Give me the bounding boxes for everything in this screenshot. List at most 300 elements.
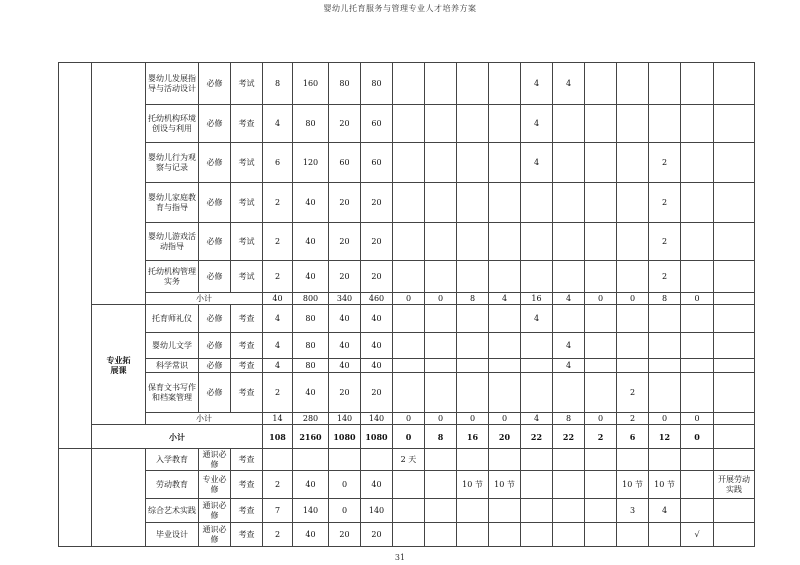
semester-hours: 4	[553, 359, 585, 373]
semester-hours	[393, 333, 425, 359]
semester-hours	[681, 63, 714, 105]
theory-hours: 20	[329, 373, 361, 413]
semester-hours	[617, 449, 649, 471]
practice-hours: 40	[361, 333, 393, 359]
semester-hours	[681, 373, 714, 413]
category-cell	[59, 63, 92, 449]
semester-hours	[457, 499, 489, 523]
semester-hours	[585, 143, 617, 183]
total-hours: 140	[293, 499, 329, 523]
semester-hours	[553, 261, 585, 293]
theory-hours: 20	[329, 183, 361, 223]
practice-hours: 40	[361, 471, 393, 499]
subtotal-value: 22	[521, 425, 553, 449]
course-type: 必修	[199, 373, 231, 413]
course-name: 婴幼儿家庭教育与指导	[146, 183, 199, 223]
semester-hours	[393, 523, 425, 547]
total-hours: 40	[293, 373, 329, 413]
course-type: 必修	[199, 105, 231, 143]
semester-hours	[425, 223, 457, 261]
remark	[714, 143, 755, 183]
theory-hours: 20	[329, 105, 361, 143]
semester-hours: √	[681, 523, 714, 547]
subtotal-value: 0	[393, 413, 425, 425]
total-hours: 40	[293, 183, 329, 223]
semester-hours	[425, 373, 457, 413]
assessment-type: 考查	[231, 449, 263, 471]
assessment-type: 考查	[231, 305, 263, 333]
credits: 2	[263, 523, 293, 547]
credits: 2	[263, 471, 293, 499]
semester-hours: 2	[649, 183, 681, 223]
semester-hours	[489, 373, 521, 413]
semester-hours: 2	[617, 373, 649, 413]
semester-hours: 10 节	[489, 471, 521, 499]
total-hours: 80	[293, 105, 329, 143]
semester-hours	[521, 373, 553, 413]
semester-hours: 2	[649, 143, 681, 183]
semester-hours	[553, 373, 585, 413]
subtotal-value: 16	[457, 425, 489, 449]
credits: 6	[263, 143, 293, 183]
subtotal-value: 0	[585, 413, 617, 425]
total-hours	[293, 449, 329, 471]
semester-hours	[457, 333, 489, 359]
semester-hours	[681, 499, 714, 523]
semester-hours	[521, 333, 553, 359]
semester-hours: 4	[521, 105, 553, 143]
subtotal-row	[59, 293, 755, 305]
semester-hours	[553, 223, 585, 261]
assessment-type: 考查	[231, 333, 263, 359]
semester-hours: 10 节	[649, 471, 681, 499]
theory-hours: 0	[329, 499, 361, 523]
semester-hours	[489, 261, 521, 293]
semester-hours	[457, 523, 489, 547]
semester-hours	[649, 305, 681, 333]
course-row	[59, 523, 755, 547]
course-type: 通识必修	[199, 523, 231, 547]
remark	[714, 359, 755, 373]
semester-hours	[585, 261, 617, 293]
total-hours: 40	[293, 223, 329, 261]
semester-hours	[425, 183, 457, 223]
semester-hours	[489, 183, 521, 223]
grand-subtotal-row	[59, 425, 755, 449]
assessment-type: 考查	[231, 105, 263, 143]
subtotal-value: 0	[393, 293, 425, 305]
semester-hours	[617, 223, 649, 261]
semester-hours	[585, 499, 617, 523]
semester-hours	[617, 261, 649, 293]
subtotal-value: 1080	[329, 425, 361, 449]
semester-hours	[457, 223, 489, 261]
total-hours: 40	[293, 261, 329, 293]
practice-hours	[361, 449, 393, 471]
subtotal-value: 0	[393, 425, 425, 449]
semester-hours	[681, 359, 714, 373]
semester-hours	[681, 105, 714, 143]
semester-hours	[457, 449, 489, 471]
semester-hours	[617, 63, 649, 105]
course-row	[59, 373, 755, 413]
semester-hours	[393, 359, 425, 373]
remark	[714, 63, 755, 105]
semester-hours	[617, 105, 649, 143]
semester-hours	[425, 471, 457, 499]
credits: 2	[263, 223, 293, 261]
assessment-type: 考试	[231, 261, 263, 293]
semester-hours	[393, 105, 425, 143]
course-row	[59, 499, 755, 523]
total-hours: 80	[293, 333, 329, 359]
course-type: 必修	[199, 305, 231, 333]
remark	[714, 449, 755, 471]
subtotal-value: 4	[521, 413, 553, 425]
semester-hours	[425, 523, 457, 547]
semester-hours	[393, 183, 425, 223]
remark	[714, 223, 755, 261]
theory-hours: 80	[329, 63, 361, 105]
semester-hours	[649, 333, 681, 359]
assessment-type: 考查	[231, 471, 263, 499]
subtotal-value: 6	[617, 425, 649, 449]
subtotal-value: 14	[263, 413, 293, 425]
subtotal-value: 280	[293, 413, 329, 425]
subtotal-value: 8	[425, 425, 457, 449]
subtotal-value: 8	[457, 293, 489, 305]
subtotal-value: 0	[649, 413, 681, 425]
course-name: 婴幼儿文学	[146, 333, 199, 359]
semester-hours	[489, 305, 521, 333]
semester-hours	[553, 143, 585, 183]
practice-hours: 20	[361, 523, 393, 547]
semester-hours	[553, 471, 585, 499]
course-type: 专业必修	[199, 471, 231, 499]
semester-hours	[649, 359, 681, 373]
subtotal-value: 4	[553, 293, 585, 305]
credits: 2	[263, 261, 293, 293]
semester-hours	[457, 143, 489, 183]
remark	[714, 261, 755, 293]
semester-hours	[425, 63, 457, 105]
credits: 4	[263, 105, 293, 143]
semester-hours	[393, 471, 425, 499]
subtotal-label: 小计	[146, 413, 263, 425]
course-name: 劳动教育	[146, 471, 199, 499]
semester-hours	[681, 223, 714, 261]
semester-hours	[489, 223, 521, 261]
subtotal-value: 0	[425, 413, 457, 425]
total-hours: 120	[293, 143, 329, 183]
practice-hours: 20	[361, 183, 393, 223]
semester-hours	[553, 523, 585, 547]
subtotal-label: 小计	[146, 293, 263, 305]
semester-hours	[681, 305, 714, 333]
course-name: 入学教育	[146, 449, 199, 471]
semester-hours	[585, 359, 617, 373]
assessment-type: 考试	[231, 63, 263, 105]
subtotal-value: 8	[649, 293, 681, 305]
course-row	[59, 333, 755, 359]
practice-hours: 40	[361, 305, 393, 333]
course-name: 婴幼儿游戏活动指导	[146, 223, 199, 261]
course-type: 通识必修	[199, 449, 231, 471]
theory-hours: 0	[329, 471, 361, 499]
practice-hours: 140	[361, 499, 393, 523]
theory-hours: 20	[329, 223, 361, 261]
course-name: 托幼机构环境创设与利用	[146, 105, 199, 143]
semester-hours: 2	[649, 261, 681, 293]
semester-hours	[521, 499, 553, 523]
semester-hours	[585, 333, 617, 359]
semester-hours	[425, 333, 457, 359]
course-name: 保育文书写作和档案管理	[146, 373, 199, 413]
semester-hours	[585, 305, 617, 333]
assessment-type: 考查	[231, 373, 263, 413]
remark	[714, 183, 755, 223]
semester-hours	[681, 471, 714, 499]
practice-hours: 20	[361, 261, 393, 293]
course-type: 必修	[199, 223, 231, 261]
subtotal-value: 2	[585, 425, 617, 449]
total-hours: 80	[293, 305, 329, 333]
subtotal-row	[59, 413, 755, 425]
semester-hours	[649, 373, 681, 413]
semester-hours	[425, 499, 457, 523]
remark	[714, 373, 755, 413]
semester-hours: 4	[521, 143, 553, 183]
subtotal-value: 40	[263, 293, 293, 305]
semester-hours	[649, 449, 681, 471]
assessment-type: 考查	[231, 499, 263, 523]
assessment-type: 考试	[231, 183, 263, 223]
semester-hours	[553, 449, 585, 471]
semester-hours	[617, 183, 649, 223]
credits	[263, 449, 293, 471]
subtotal-value: 0	[489, 413, 521, 425]
semester-hours	[425, 105, 457, 143]
credits: 7	[263, 499, 293, 523]
practice-hours: 20	[361, 373, 393, 413]
semester-hours	[393, 143, 425, 183]
remark	[714, 413, 755, 425]
semester-hours	[553, 305, 585, 333]
semester-hours	[457, 359, 489, 373]
semester-hours	[553, 183, 585, 223]
course-type: 通识必修	[199, 499, 231, 523]
assessment-type: 考查	[231, 523, 263, 547]
subtotal-value: 2	[617, 413, 649, 425]
theory-hours: 40	[329, 359, 361, 373]
practice-hours: 80	[361, 63, 393, 105]
semester-hours: 2 天	[393, 449, 425, 471]
semester-hours	[521, 223, 553, 261]
remark	[714, 105, 755, 143]
course-name: 科学常识	[146, 359, 199, 373]
subtotal-value: 0	[585, 293, 617, 305]
subtotal-value: 800	[293, 293, 329, 305]
semester-hours	[457, 305, 489, 333]
course-row	[59, 223, 755, 261]
remark	[714, 305, 755, 333]
total-hours: 160	[293, 63, 329, 105]
remark: 开展劳动实践	[714, 471, 755, 499]
semester-hours	[489, 359, 521, 373]
theory-hours: 60	[329, 143, 361, 183]
semester-hours: 4	[649, 499, 681, 523]
semester-hours: 10 节	[457, 471, 489, 499]
subtotal-value: 340	[329, 293, 361, 305]
semester-hours	[617, 333, 649, 359]
semester-hours	[585, 223, 617, 261]
semester-hours	[393, 499, 425, 523]
semester-hours	[393, 261, 425, 293]
course-name: 托幼机构管理实务	[146, 261, 199, 293]
course-name: 婴幼儿行为观察与记录	[146, 143, 199, 183]
subtotal-value: 22	[553, 425, 585, 449]
practice-hours: 60	[361, 143, 393, 183]
semester-hours	[521, 359, 553, 373]
semester-hours	[425, 143, 457, 183]
practice-hours: 20	[361, 223, 393, 261]
semester-hours	[681, 261, 714, 293]
subtotal-value: 2160	[293, 425, 329, 449]
credits: 2	[263, 183, 293, 223]
subtotal-value: 0	[457, 413, 489, 425]
semester-hours	[489, 449, 521, 471]
semester-hours	[457, 63, 489, 105]
semester-hours	[521, 449, 553, 471]
subtotal-value: 140	[361, 413, 393, 425]
extension-group-label: 专业拓展课	[92, 305, 146, 425]
semester-hours	[457, 105, 489, 143]
grand-subtotal-label: 小计	[92, 425, 263, 449]
semester-hours	[393, 63, 425, 105]
remark	[714, 425, 755, 449]
theory-hours: 20	[329, 523, 361, 547]
semester-hours: 4	[553, 63, 585, 105]
credits: 4	[263, 305, 293, 333]
course-type: 必修	[199, 333, 231, 359]
course-type: 必修	[199, 183, 231, 223]
theory-hours: 20	[329, 261, 361, 293]
semester-hours	[425, 261, 457, 293]
semester-hours	[649, 105, 681, 143]
semester-hours	[489, 499, 521, 523]
semester-hours: 3	[617, 499, 649, 523]
semester-hours: 4	[553, 333, 585, 359]
course-row	[59, 143, 755, 183]
semester-hours	[457, 261, 489, 293]
semester-hours	[585, 105, 617, 143]
course-name: 婴幼儿发展指导与活动设计	[146, 63, 199, 105]
semester-hours: 4	[521, 63, 553, 105]
course-type: 必修	[199, 143, 231, 183]
semester-hours	[681, 143, 714, 183]
semester-hours	[617, 305, 649, 333]
subtotal-value: 1080	[361, 425, 393, 449]
semester-hours: 4	[521, 305, 553, 333]
semester-hours	[521, 183, 553, 223]
course-row	[59, 449, 755, 471]
course-row	[59, 105, 755, 143]
semester-hours: 10 节	[617, 471, 649, 499]
semester-hours	[585, 63, 617, 105]
assessment-type: 考查	[231, 359, 263, 373]
practice-hours: 60	[361, 105, 393, 143]
semester-hours	[489, 105, 521, 143]
total-hours: 40	[293, 523, 329, 547]
total-hours: 80	[293, 359, 329, 373]
course-name: 综合艺术实践	[146, 499, 199, 523]
subtotal-value: 108	[263, 425, 293, 449]
semester-hours	[425, 359, 457, 373]
course-type: 必修	[199, 63, 231, 105]
course-type: 必修	[199, 359, 231, 373]
semester-hours	[553, 499, 585, 523]
semester-hours	[393, 223, 425, 261]
theory-hours	[329, 449, 361, 471]
practice-hours: 40	[361, 359, 393, 373]
semester-hours	[489, 523, 521, 547]
subtotal-value: 0	[681, 413, 714, 425]
course-type: 必修	[199, 261, 231, 293]
semester-hours	[393, 373, 425, 413]
semester-hours	[521, 523, 553, 547]
practice-group-cell	[92, 449, 146, 547]
semester-hours	[521, 261, 553, 293]
assessment-type: 考试	[231, 223, 263, 261]
semester-hours	[649, 63, 681, 105]
semester-hours	[457, 183, 489, 223]
subtotal-value: 16	[521, 293, 553, 305]
theory-hours: 40	[329, 305, 361, 333]
semester-hours: 2	[649, 223, 681, 261]
credits: 4	[263, 333, 293, 359]
semester-hours	[425, 449, 457, 471]
total-hours: 40	[293, 471, 329, 499]
core-group-cell	[92, 63, 146, 305]
semester-hours	[489, 63, 521, 105]
course-row	[59, 359, 755, 373]
subtotal-value: 4	[489, 293, 521, 305]
semester-hours	[521, 471, 553, 499]
subtotal-value: 140	[329, 413, 361, 425]
course-row	[59, 261, 755, 293]
course-row	[59, 183, 755, 223]
semester-hours	[489, 333, 521, 359]
semester-hours	[617, 143, 649, 183]
semester-hours	[585, 183, 617, 223]
semester-hours	[649, 523, 681, 547]
course-row	[59, 305, 755, 333]
semester-hours	[617, 359, 649, 373]
subtotal-value: 0	[681, 425, 714, 449]
theory-hours: 40	[329, 333, 361, 359]
remark	[714, 333, 755, 359]
semester-hours	[681, 333, 714, 359]
course-row	[59, 471, 755, 499]
semester-hours	[489, 143, 521, 183]
remark	[714, 293, 755, 305]
credits: 8	[263, 63, 293, 105]
subtotal-value: 0	[617, 293, 649, 305]
category-cell	[59, 449, 92, 547]
course-name: 托育师礼仪	[146, 305, 199, 333]
semester-hours	[425, 305, 457, 333]
semester-hours	[585, 373, 617, 413]
